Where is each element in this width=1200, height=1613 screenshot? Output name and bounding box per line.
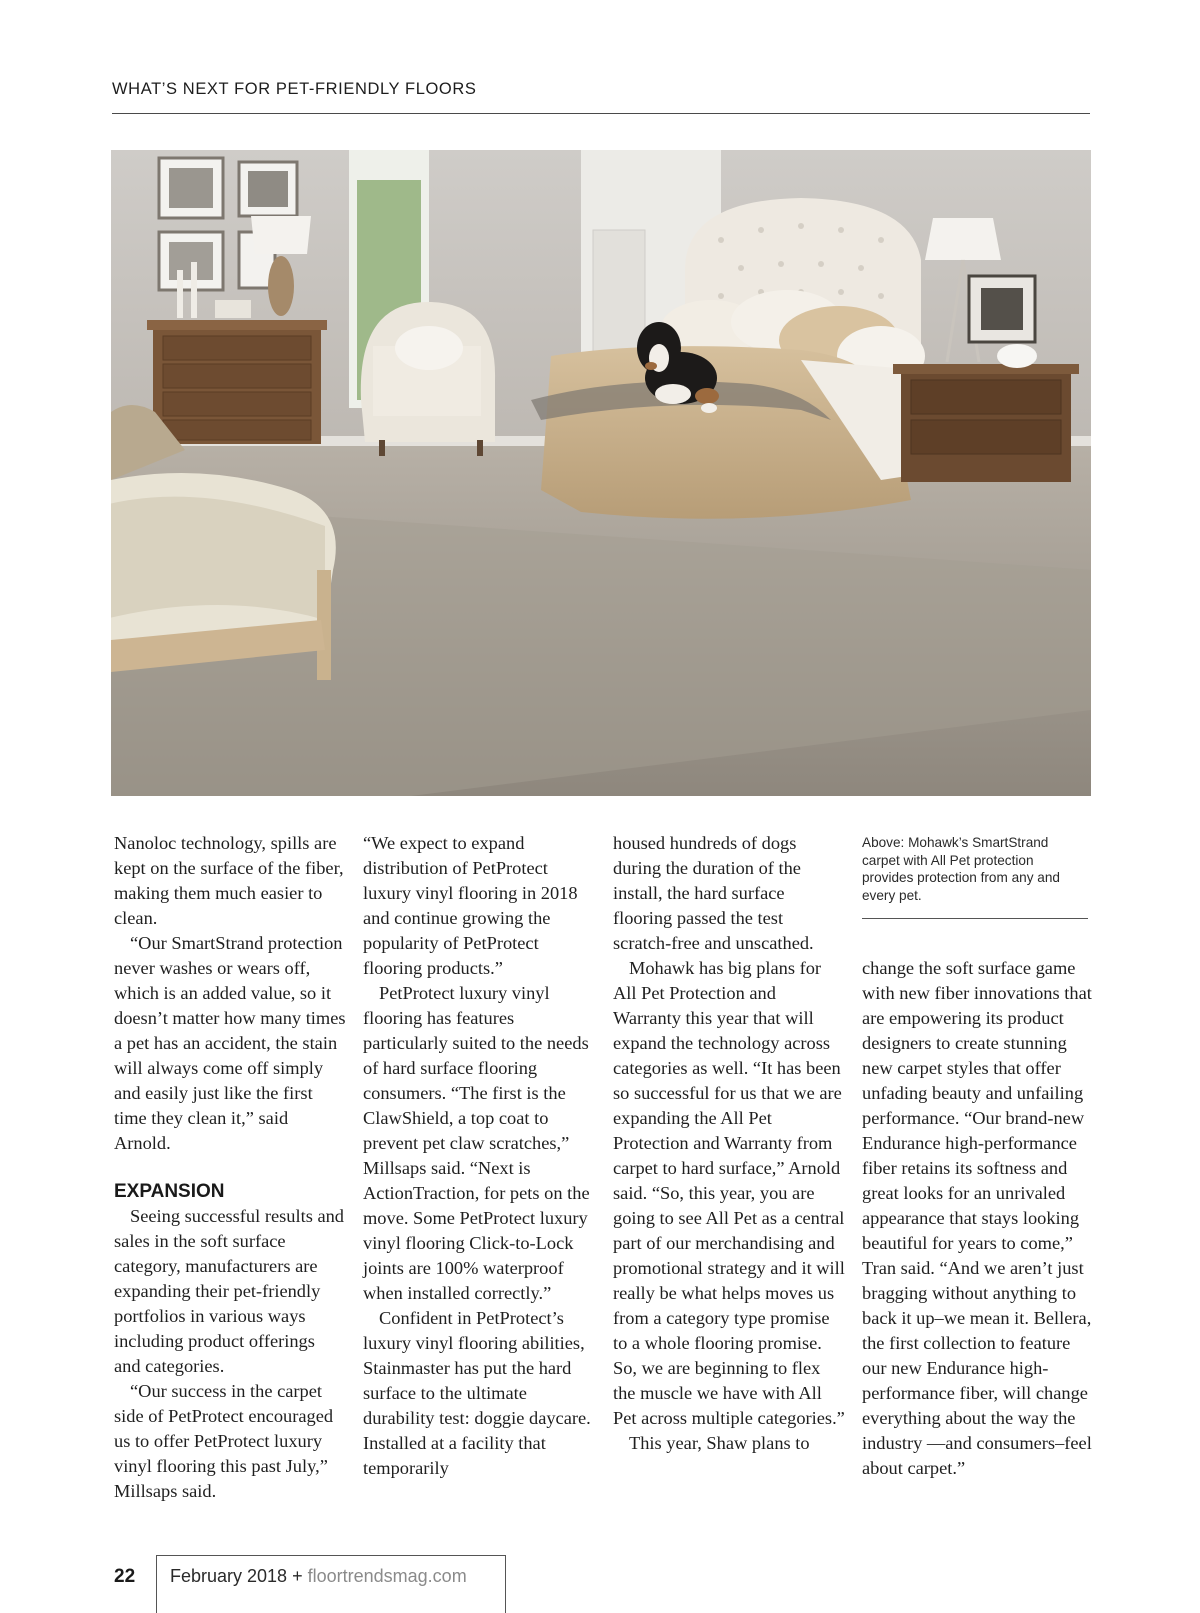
site-link[interactable]: floortrendsmag.com <box>307 1566 467 1586</box>
bedroom-illustration <box>111 150 1091 796</box>
issue-date: February 2018 <box>170 1566 288 1586</box>
text-column-1 <box>114 831 346 1504</box>
paragraph: Confident in PetProtect’s luxury vinyl flooring abilities, Stainmaster has put the hard surface to the ultimate durability test: doggie daycare. Installed at a facility that temporarily <box>363 1308 591 1478</box>
header-rule <box>112 113 1090 114</box>
paragraph: housed hundreds of dogs during the duration of the install, the hard surface flooring passed the test scratch-free and unscathed. <box>613 833 814 953</box>
paragraph: change the soft surface game with new fiber innovations that are empowering its product designers to create stunning new carpet styles that offer unfading beauty and unfailing performance. “Our brand-new Endurance high-performance fiber retains its softness and great looks for an unrivaled appearance that stays looking beautiful for years to come,” Tran said. “And we aren’t just bragging without anything to back it up–we mean it. Bellera, the first collection to feature our new Endurance high-performance fiber, will change everything about the way the industry —and consumers–feel about carpet.” <box>862 958 1092 1478</box>
bedroom-photo <box>111 150 1091 796</box>
page-number: 22 <box>114 1566 136 1587</box>
paragraph: “Our success in the carpet side of PetProtect encouraged us to offer PetProtect luxury vinyl flooring this past July,” Millsaps said. <box>114 1381 334 1501</box>
text-column-3 <box>613 831 845 1456</box>
paragraph: PetProtect luxury vinyl flooring has features particularly suited to the needs of hard surface flooring consumers. “The first is the ClawShield, a top coat to prevent pet claw scratches,” Millsaps said. “Next is ActionTraction, for pets on the move. Some PetProtect luxury vinyl flooring Click-to-Lock joints are 100% waterproof when installed correctly.” <box>363 983 590 1303</box>
text-column-4 <box>862 956 1096 1481</box>
footer-folio <box>170 1566 467 1587</box>
folio-separator: + <box>292 1566 303 1586</box>
running-header: WHAT’S NEXT FOR PET-FRIENDLY FLOORS <box>112 80 477 98</box>
paragraph: “We expect to expand distribution of PetProtect luxury vinyl flooring in 2018 and continue growing the popularity of PetProtect flooring products.” <box>363 833 578 978</box>
paragraph: Mohawk has big plans for All Pet Protection and Warranty this year that will expand the technology across categories as well. “It has been so successful for us that we are expanding the All Pet Protection and Warranty from carpet to hard surface,” Arnold said. “So, this year, you are going to see All Pet as a central part of our merchandising and promotional strategy and it will really be what helps moves us from a category type promise to a whole flooring promise. So, we are beginning to flex the muscle we have with All Pet across multiple categories.” <box>613 958 845 1428</box>
paragraph: Seeing successful results and sales in the soft surface category, manufacturers are expanding their pet-friendly portfolios in various ways including product offerings and categories. <box>114 1206 344 1376</box>
caption-rule <box>862 918 1088 919</box>
section-subhead: EXPANSION <box>114 1181 225 1202</box>
text-column-2 <box>363 831 595 1481</box>
photo-caption: Above: Mohawk’s SmartStrand carpet with All Pet protection provides protection from any and every pet. <box>862 835 1060 903</box>
paragraph: “Our SmartStrand protection never washes or wears off, which is an added value, so it doesn’t matter how many times a pet has an accident, the stain will always come off simply and easily just like the first time they clean it,” said Arnold. <box>114 933 346 1153</box>
paragraph: Nanoloc technology, spills are kept on the surface of the fiber, making them much easier to clean. <box>114 833 344 928</box>
paragraph: This year, Shaw plans to <box>629 1433 810 1453</box>
